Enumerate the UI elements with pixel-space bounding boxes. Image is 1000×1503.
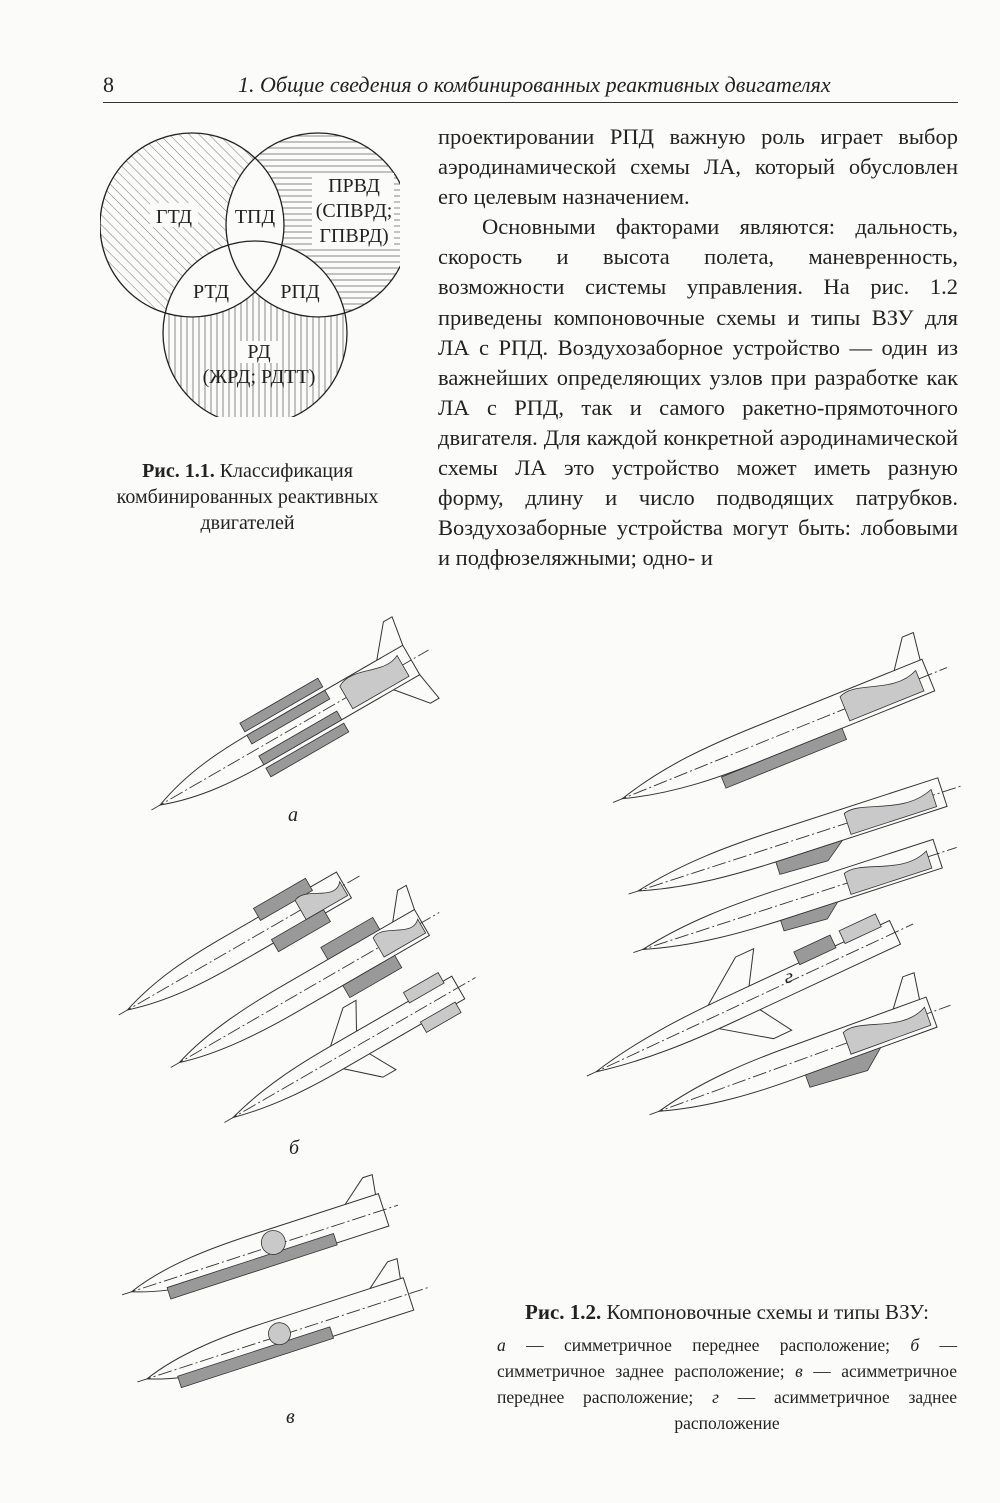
paragraph-2: Основными факторами являются: дальность, скорость и высота полета, маневренность, возможности системы управления. На рис. 1.2 приведены компоновочные схемы и типы ВЗУ для ЛА с РПД. Воздухозаборное устройство — один из важнейших определяющих узлов при разработке как ЛА с РПД, так и самого ракетно-прямоточного двигателя. Для каждой конкретной аэродинамической схемы ЛА это устройство может иметь разную форму, длину и число подводящих патрубков. Воздухозаборные устройства могут быть: лобовыми и подфюзеляжными; одно- и xyxy=(438,214,958,571)
running-head: 1. Общие сведения о комбинированных реактивных двигателях xyxy=(238,72,831,97)
legend-key-v: в xyxy=(795,1361,803,1381)
legend-text-a: — симметричное переднее расположение; xyxy=(526,1335,890,1355)
label-rd-2: (ЖРД; РДТТ) xyxy=(202,366,316,388)
figure-2-caption xyxy=(497,1298,957,1436)
missile-drawing-a xyxy=(140,635,440,825)
header-rule xyxy=(103,102,958,103)
venn-diagram xyxy=(100,115,400,450)
missile-drawing-b3 xyxy=(215,965,485,1135)
legend-text-g: — асимметричное заднее расположение xyxy=(674,1387,957,1433)
legend-key-a: а xyxy=(497,1335,506,1355)
legend-key-b: б xyxy=(910,1335,920,1355)
page-number: 8 xyxy=(103,72,114,97)
panel-label-g: г xyxy=(785,966,793,988)
legend-text-v: — асимметричное переднее расположение; xyxy=(497,1361,957,1407)
label-rd-1: РД xyxy=(247,341,271,363)
figure-1-caption-text: Классификация комбинированных реактивных двигателей xyxy=(116,460,379,534)
missile-drawing-g5 xyxy=(650,985,950,1135)
body-text xyxy=(438,122,958,573)
label-prvd-3: ГПВРД) xyxy=(319,225,389,247)
label-tpd: ТПД xyxy=(234,206,276,228)
figure-2-caption-prefix: Рис. 1.2. xyxy=(525,1300,602,1324)
panel-label-b: б xyxy=(289,1137,300,1159)
label-rpd: РПД xyxy=(280,281,320,303)
figure-2-caption-text: Компоновочные схемы и типы ВЗУ: xyxy=(606,1300,929,1324)
missile-drawing-v2 xyxy=(140,1265,425,1405)
figure-2-title xyxy=(497,1298,957,1326)
figure-1-caption-prefix: Рис. 1.1. xyxy=(142,460,215,482)
label-prvd-2: (СПВРД; xyxy=(315,200,393,222)
label-rtd: РТД xyxy=(193,281,229,303)
legend-text-b: — симметричное заднее расположение; xyxy=(497,1335,958,1381)
panel-label-a: а xyxy=(288,804,298,826)
label-gtd: ГТД xyxy=(155,206,193,228)
legend-key-g: г xyxy=(712,1387,719,1407)
paragraph-1: проектировании РПД важную роль играет выбор аэродинамической схемы ЛА, который обусловлен его целевым назначением. xyxy=(438,124,958,210)
label-prvd-1: ПРВД xyxy=(328,175,380,197)
panel-label-v: в xyxy=(286,1406,295,1428)
figure-1-caption xyxy=(100,458,395,536)
figure-2-legend xyxy=(497,1332,957,1436)
